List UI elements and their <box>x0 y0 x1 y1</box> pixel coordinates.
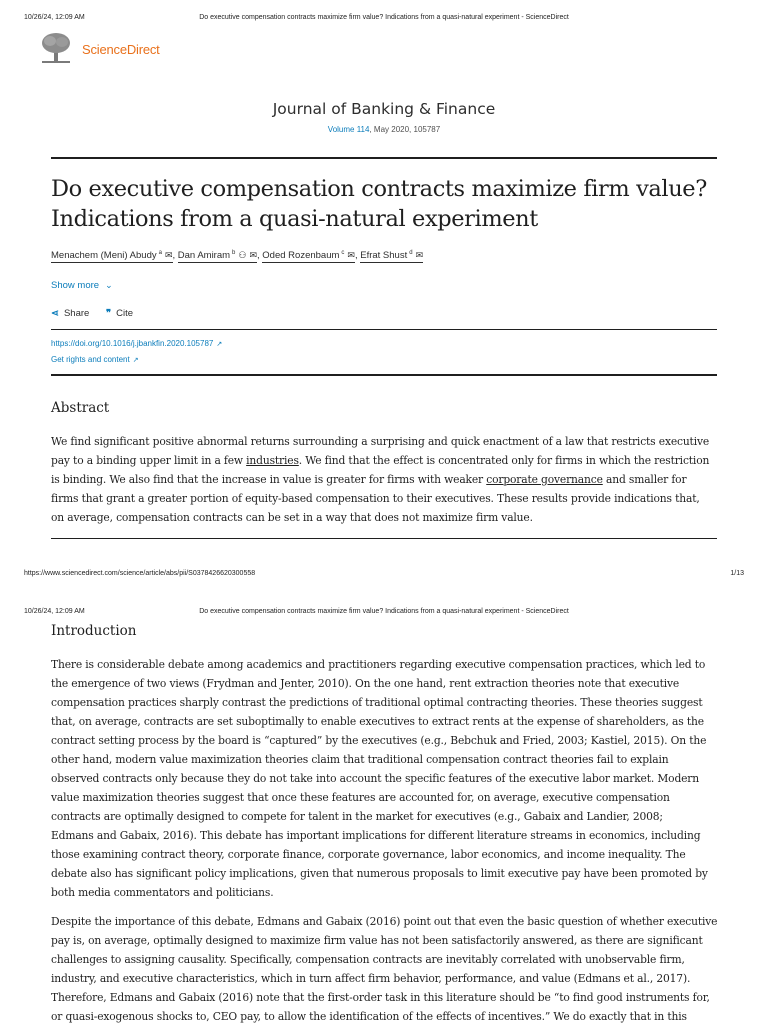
abstract-line <box>51 451 721 470</box>
title-top-divider <box>51 157 717 159</box>
mail-icon: ✉ <box>249 250 258 261</box>
mail-icon: ✉ <box>164 250 173 261</box>
abstract-line: on average, compensation contracts can be set in a way that does not maximize firm value. <box>51 511 533 524</box>
article-title <box>51 174 721 234</box>
author-shust[interactable] <box>360 250 423 263</box>
author-name: Menachem (Meni) Abudy <box>51 250 157 262</box>
volume-info <box>0 125 768 134</box>
brand-name: ScienceDirect <box>82 42 160 57</box>
abstract-body <box>51 432 721 527</box>
text-line: contract setting process by the board is “captured” by the executives (e.g., Bebchuk and Fried, 2003; Kastiel, 2015). On the <box>51 734 707 747</box>
abstract-text: . We find that the effect is concentrated only for firms in which the restriction <box>298 454 710 467</box>
external-link-icon: ↗ <box>216 341 223 348</box>
show-more-button[interactable] <box>51 280 113 291</box>
share-button[interactable] <box>51 308 89 319</box>
share-label: Share <box>63 308 90 319</box>
introduction-paragraph-2 <box>51 912 721 1026</box>
print-header-page-2 <box>0 608 768 620</box>
author-name: Dan Amiram <box>177 250 231 262</box>
text-line: Edmans and Gabaix, 2016). This debate has important implications for different literature streams in economics, including <box>51 829 701 842</box>
introduction-heading: Introduction <box>51 623 137 639</box>
author-amiram[interactable] <box>178 250 257 263</box>
text-line: the emergence of two views (Frydman and Jenter, 2010). On the one hand, rent extraction theories note that executive <box>51 677 680 690</box>
print-page-title: Do executive compensation contracts maximize firm value? Indications from a quasi-natural experiment - ScienceDirect <box>199 14 569 21</box>
mail-icon: ✉ <box>415 250 424 261</box>
show-more-label: Show more <box>51 280 100 291</box>
article-actions <box>51 308 147 319</box>
text-line: observed contracts only because they do not take into account the specific features of the executive labor market. Modern <box>51 772 699 785</box>
abstract-heading: Abstract <box>51 400 110 416</box>
elsevier-tree-icon <box>38 32 74 64</box>
author-affiliation: a <box>158 250 162 256</box>
cite-button[interactable] <box>106 308 133 319</box>
text-line: There is considerable debate among academics and practitioners regarding executive compensation practices, which led to <box>51 658 706 671</box>
print-page-title: Do executive compensation contracts maximize firm value? Indications from a quasi-natural experiment - ScienceDirect <box>199 608 569 615</box>
external-link-icon: ↗ <box>132 357 139 364</box>
abstract-text: pay to a binding upper limit in a few <box>51 454 247 467</box>
text-line: those examining contract theory, corporate finance, corporate governance, labor economics, and income inequality. The <box>51 848 686 861</box>
author-rozenbaum[interactable] <box>262 250 355 263</box>
text-line: debate also has significant policy implications, given that numerous proposals to limit executive pay have been promoted by <box>51 867 708 880</box>
author-list: Menachem (Meni) Abudy $^a$ ✉, Dan Amiram $^b$ ⚇ ✉, Oded Rozenbaum $^c$ ✉, Efrat Shust $^d$ ✉ <box>51 250 424 262</box>
text-line: that, on average, contracts are set suboptimally to enable executives to extract rents at the expense of shareholders, as the <box>51 715 704 728</box>
print-timestamp: 10/26/24, 12:09 AM <box>24 608 85 615</box>
rights-link[interactable] <box>51 355 139 364</box>
abstract-line: firms that grant a greater portion of equity-based compensation to their executives. These results provide indications that, <box>51 492 700 505</box>
abstract-line: We find significant positive abnormal returns surrounding a surprising and quick enactment of a law that restricts executive <box>51 435 710 448</box>
title-line-1: Do executive compensation contracts maximize firm value? <box>51 176 707 202</box>
share-icon: ⋖ <box>51 308 59 319</box>
abstract-bottom-divider <box>51 538 717 539</box>
abstract-text: is binding. We also find that the increase in value is greater for firms with weaker <box>51 473 487 486</box>
print-url: https://www.sciencedirect.com/science/article/abs/pii/S0378426620300558 <box>24 570 256 577</box>
volume-link[interactable]: Volume 114 <box>327 125 370 134</box>
print-page-number: 1/13 <box>730 570 744 577</box>
abstract-text: and smaller for <box>602 473 687 486</box>
corporate-governance-link[interactable]: corporate governance <box>486 473 603 486</box>
sciencedirect-logo[interactable] <box>38 32 178 64</box>
print-header <box>0 14 768 26</box>
mail-icon: ✉ <box>347 250 355 261</box>
text-line: compensation practices sharply contrast the predictions of traditional optimal contracting theories. These theories suggest <box>51 696 703 709</box>
rights-text: Get rights and content <box>51 355 130 364</box>
abstract-top-divider <box>51 374 717 376</box>
text-line: both media commentators and politicians. <box>51 886 274 899</box>
cite-label: Cite <box>116 308 133 319</box>
author-abudy[interactable] <box>51 250 173 263</box>
author-affiliation: c <box>341 250 345 256</box>
author-affiliation: b <box>232 250 236 256</box>
industries-link[interactable]: industries <box>246 454 299 467</box>
text-line: challenges to assigning causality. Specifically, compensation contracts are inevitably correlated with unobservable firm, <box>51 953 685 966</box>
abstract-line <box>51 470 721 489</box>
author-name: Oded Rozenbaum <box>262 250 340 262</box>
title-line-2: Indications from a quasi-natural experiment <box>51 206 538 232</box>
doi-text: https://doi.org/10.1016/j.jbankfin.2020.105787 <box>51 339 214 348</box>
author-affiliation: d <box>409 250 413 256</box>
introduction-paragraph-1 <box>51 655 721 902</box>
print-timestamp: 10/26/24, 12:09 AM <box>24 14 85 21</box>
text-line: industry, and executive characteristics, which in turn affect firm behavior, performance, and value (Edmans et al., 2017). <box>51 972 691 985</box>
text-line: pay is, on average, optimally designed to maximize firm value has not been satisfactorily answered, as there are significant <box>51 934 703 947</box>
text-line: Therefore, Edmans and Gabaix (2016) note that the first-order task in this literature should be “to find good instruments for, <box>51 991 710 1004</box>
print-footer <box>0 570 768 582</box>
quote-icon: ❞ <box>105 308 112 319</box>
person-icon: ⚇ <box>238 250 247 261</box>
volume-date: , May 2020, 105787 <box>369 125 441 134</box>
journal-name[interactable]: Journal of Banking & Finance <box>272 100 496 118</box>
text-line: Despite the importance of this debate, Edmans and Gabaix (2016) point out that even the basic question of whether executive <box>51 915 718 928</box>
text-line: other hand, modern value maximization theories claim that traditional compensation contract theories fail to explain <box>51 753 669 766</box>
text-line: value maximization theories suggest that once these features are accounted for, on average, executive compensation <box>51 791 670 804</box>
text-line: or quasi-exogenous shocks to, CEO pay, to allow the identification of the effects of incentives.” We do exactly that in this <box>51 1010 687 1023</box>
doi-link[interactable] <box>51 339 222 348</box>
chevron-down-icon: ⌄ <box>105 280 113 290</box>
text-line: contracts are optimally designed to compete for talent in the market for executives (e.g., Gabaix and Landier, 2008; <box>51 810 663 823</box>
actions-divider <box>51 329 717 330</box>
author-name: Efrat Shust <box>360 250 408 262</box>
